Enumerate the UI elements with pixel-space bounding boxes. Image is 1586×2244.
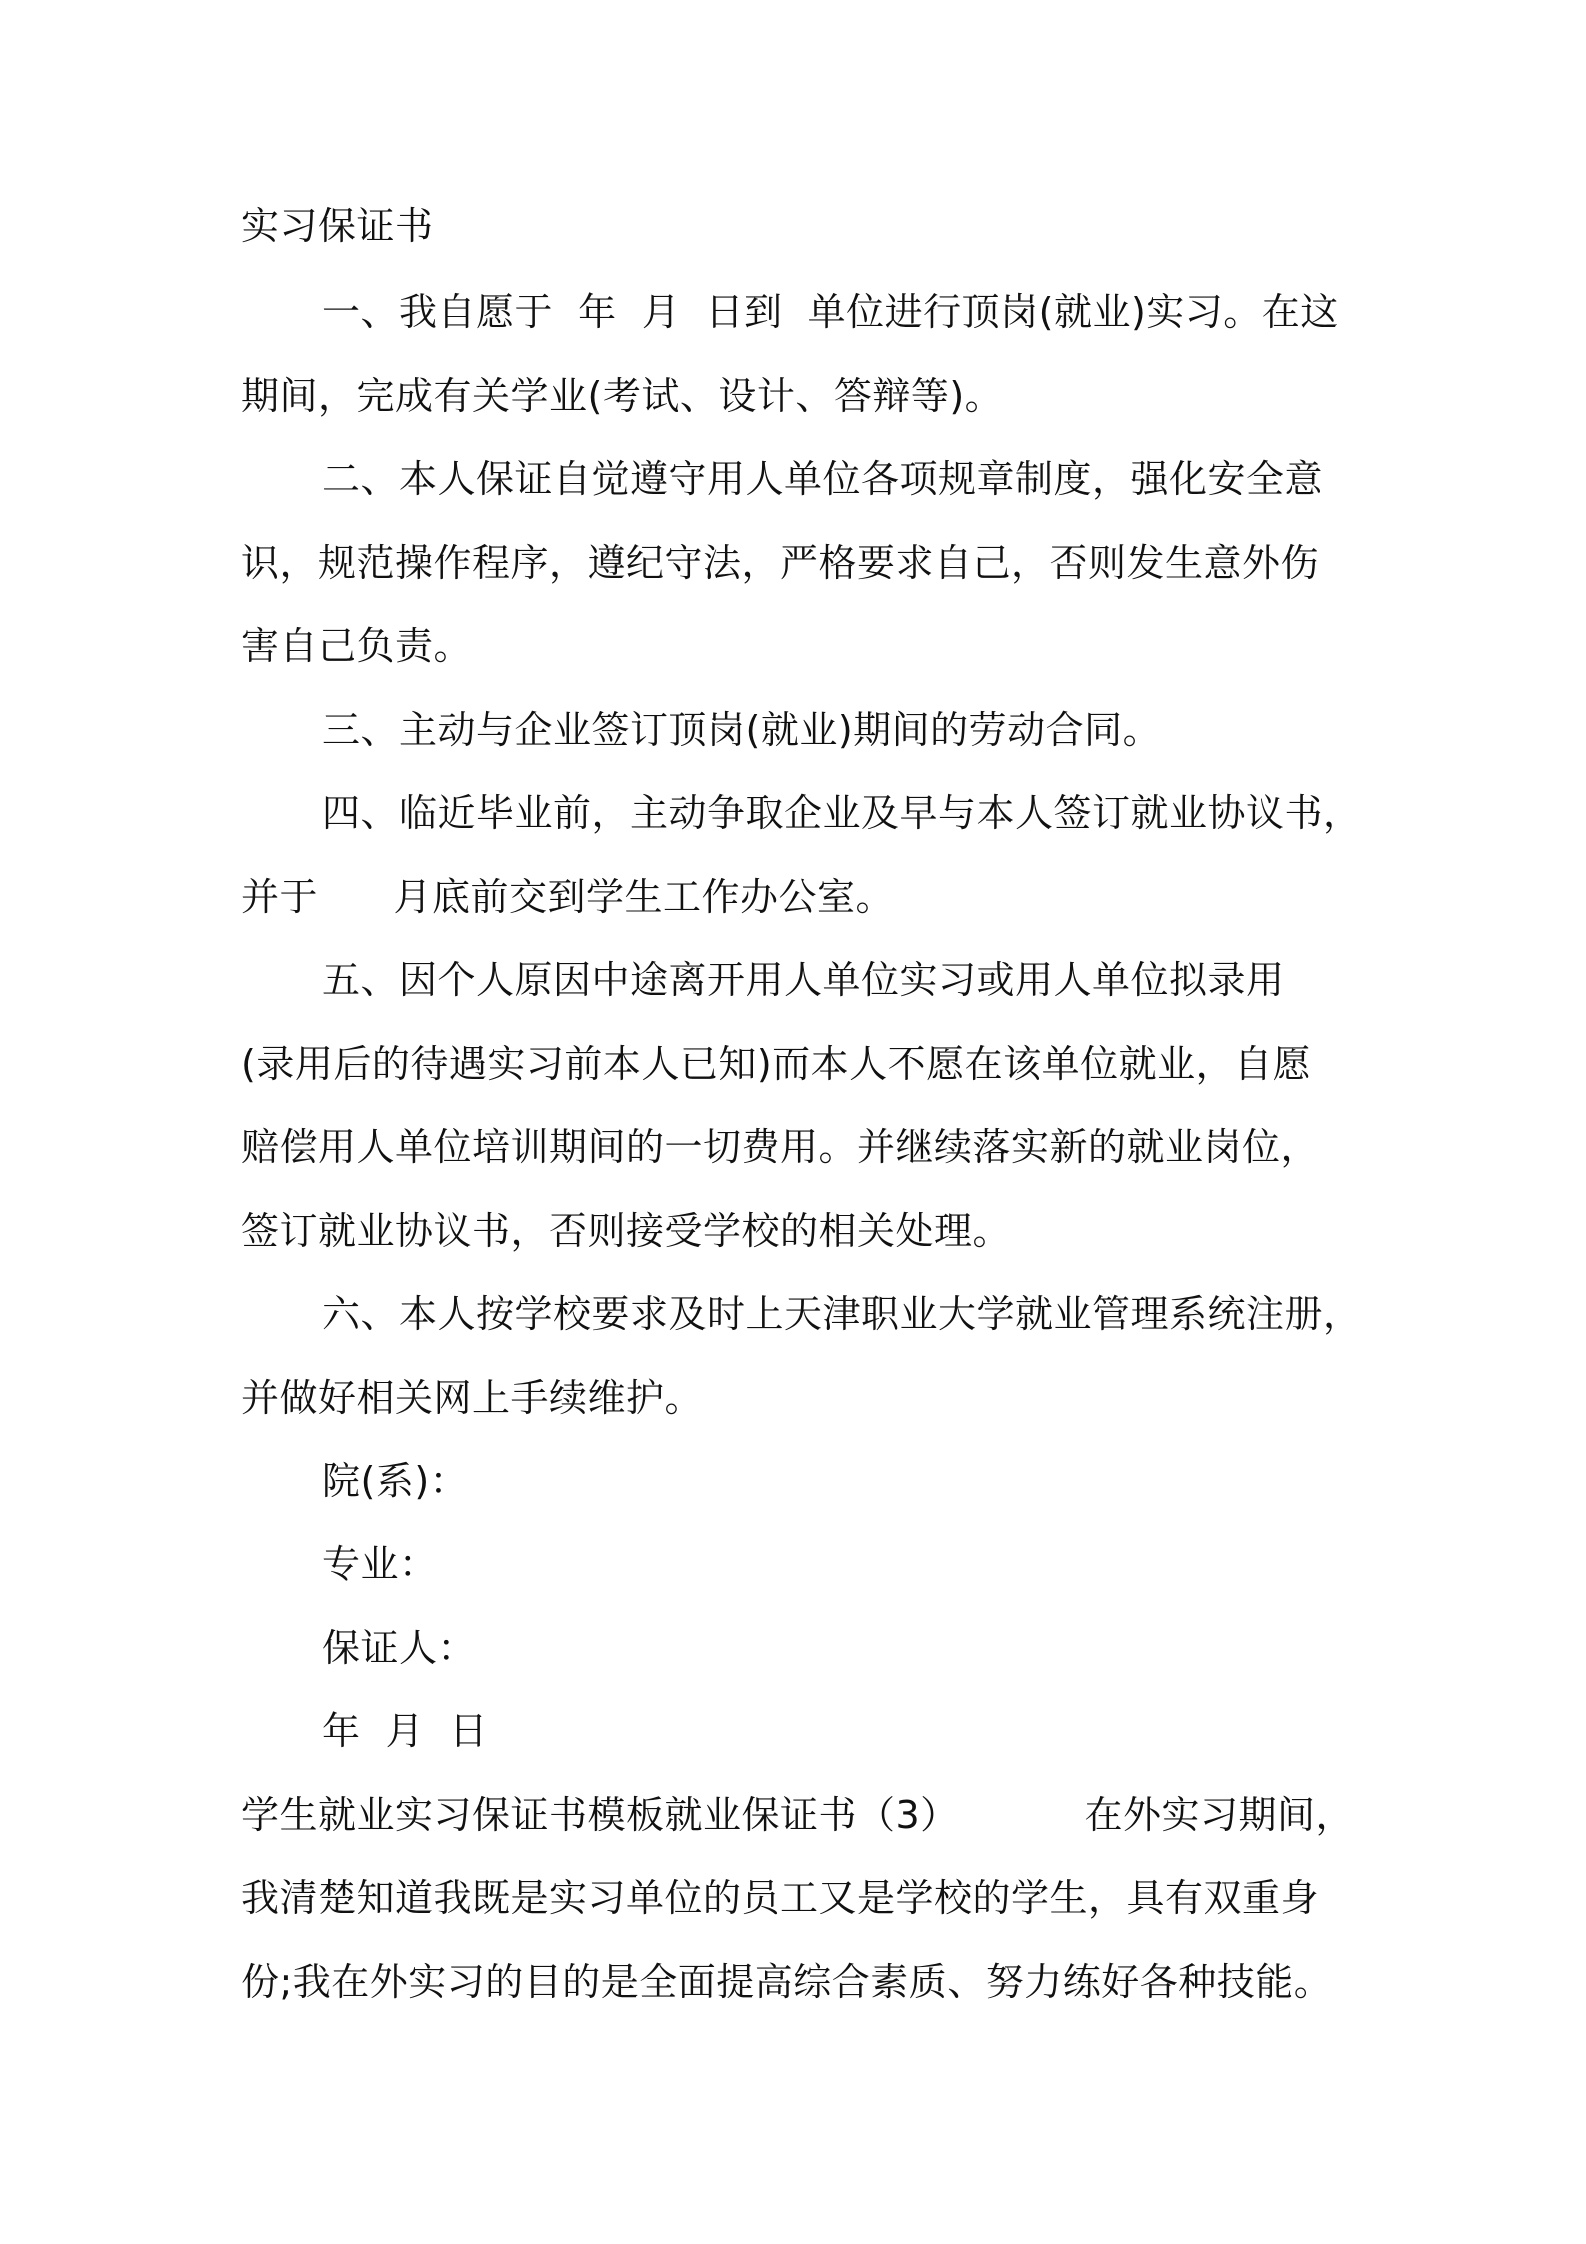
paragraph-1-line-2: 期间，完成有关学业(考试、设计、答辩等)。 (241, 374, 1004, 418)
paragraph-2-line-2: 识，规范操作程序，遵纪守法，严格要求自己，否则发生意外伤 (241, 541, 1320, 585)
paragraph-2-line-1: 二、本人保证自觉遵守用人单位各项规章制度，强化安全意 (322, 457, 1324, 501)
template-line-3: 份;我在外实习的目的是全面提高综合素质、努力练好各种技能。 (241, 1960, 1333, 2004)
paragraph-5-line-4: 签订就业协议书，否则接受学校的相关处理。 (241, 1209, 1012, 1253)
paragraph-4-line-1: 四、临近毕业前，主动争取企业及早与本人签订就业协议书， (322, 791, 1362, 835)
paragraph-4-line-2: 并于 月底前交到学生工作办公室。 (241, 875, 894, 919)
document-title: 实习保证书 (241, 204, 434, 248)
paragraph-5-line-2: (录用后的待遇实习前本人已知)而本人不愿在该单位就业，自愿 (241, 1042, 1312, 1086)
paragraph-6-line-2: 并做好相关网上手续维护。 (241, 1376, 704, 1420)
department-label: 院(系)： (322, 1459, 469, 1503)
paragraph-5-line-3: 赔偿用人单位培训期间的一切费用。并继续落实新的就业岗位， (241, 1125, 1320, 1169)
template-line-1: 学生就业实习保证书模板就业保证书（3） 在外实习期间， (241, 1793, 1354, 1837)
major-label: 专业： (322, 1542, 438, 1586)
paragraph-2-line-3: 害自己负责。 (241, 624, 473, 668)
guarantor-label: 保证人： (322, 1626, 477, 1670)
paragraph-3-line-1: 三、主动与企业签订顶岗(就业)期间的劳动合同。 (322, 708, 1162, 752)
date-label: 年 月 日 (322, 1709, 488, 1753)
paragraph-6-line-1: 六、本人按学校要求及时上天津职业大学就业管理系统注册， (322, 1292, 1362, 1336)
paragraph-1-line-1: 一、我自愿于 年 月 日到 单位进行顶岗(就业)实习。在这 (322, 290, 1339, 334)
template-line-2: 我清楚知道我既是实习单位的员工又是学校的学生，具有双重身 (241, 1876, 1320, 1920)
paragraph-5-line-1: 五、因个人原因中途离开用人单位实习或用人单位拟录用 (322, 958, 1285, 1002)
